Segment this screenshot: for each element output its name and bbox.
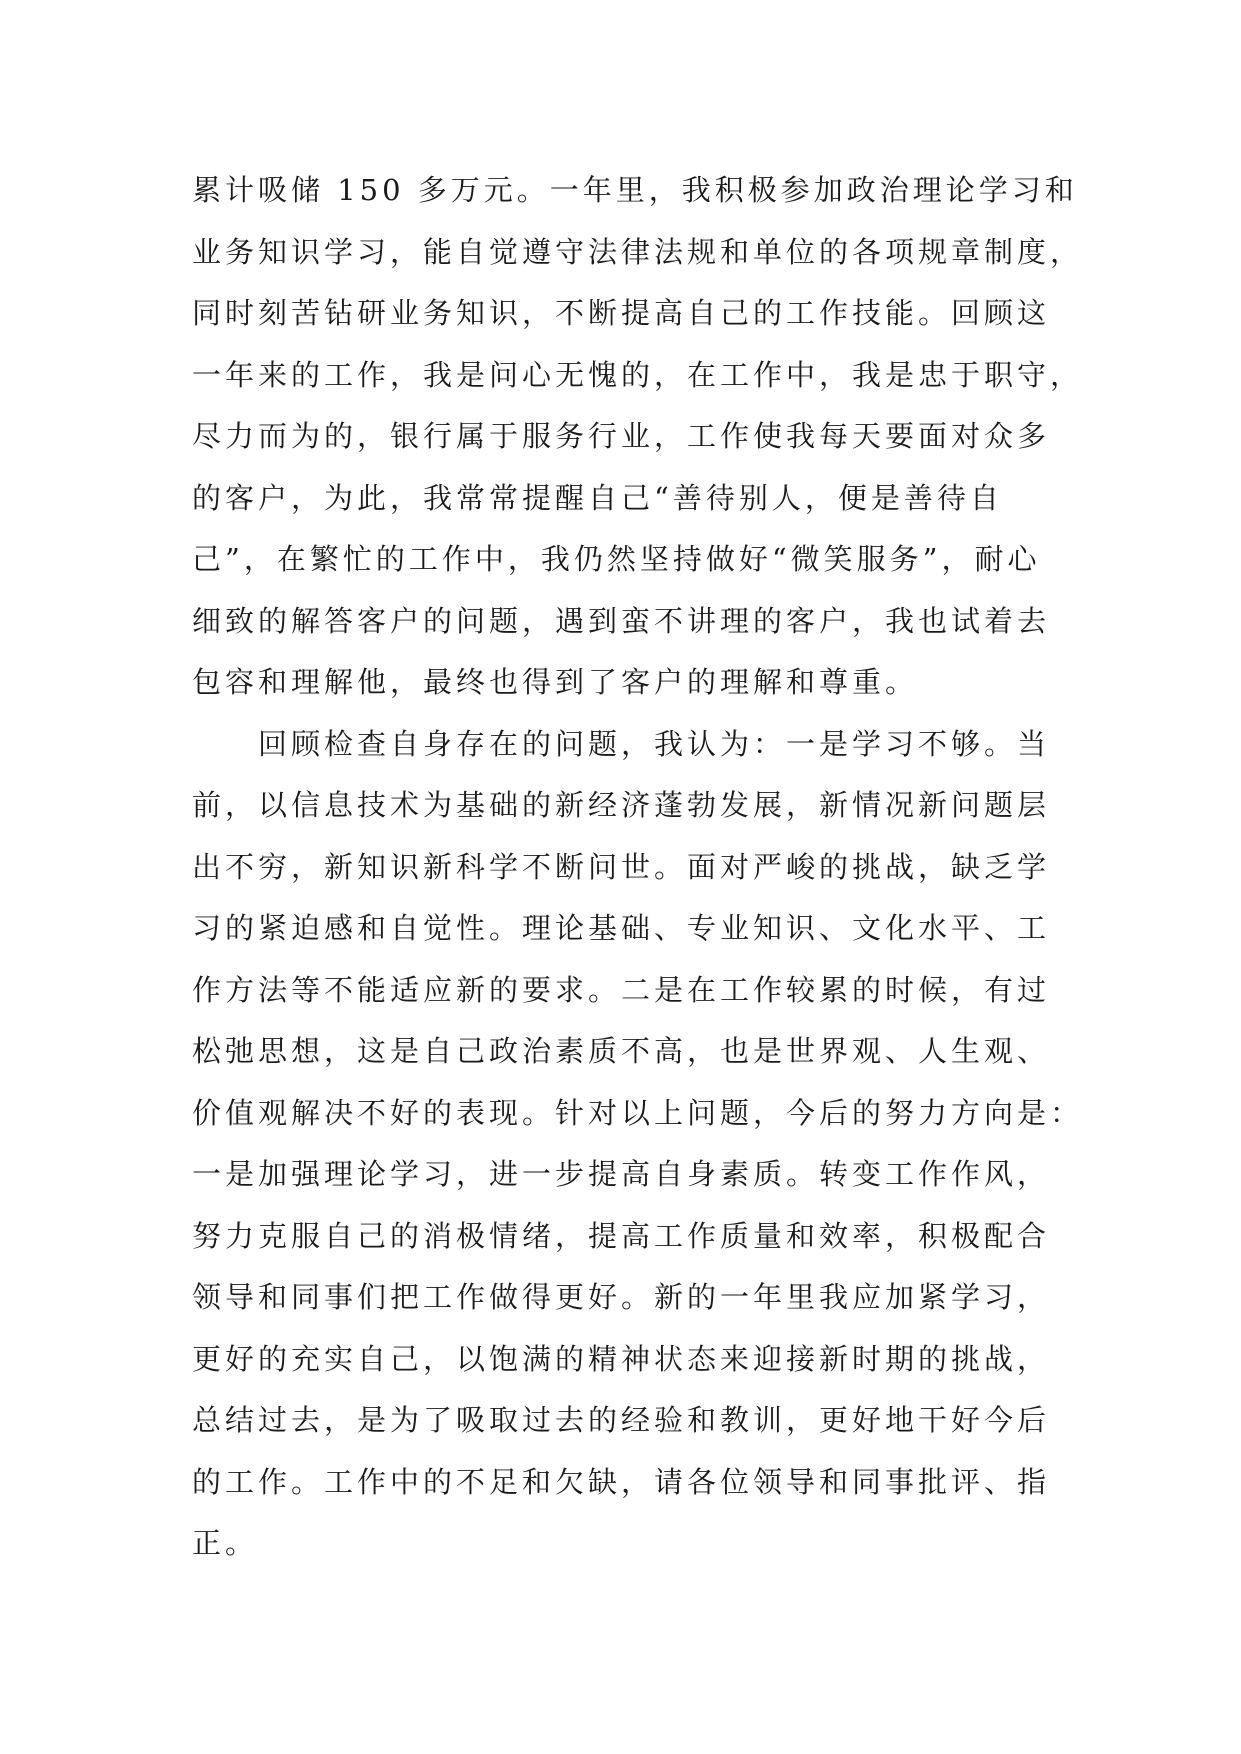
text-line: 出不穷，新知识新科学不断问世。面对严峻的挑战，缺乏学 (192, 849, 1051, 884)
text-line: 一年来的工作，我是问心无愧的，在工作中，我是忠于职守， (192, 357, 1084, 392)
text-line: 回顾检查自身存在的问题，我认为：一是学习不够。当 (192, 726, 1051, 761)
text-line: 总结过去，是为了吸取过去的经验和教训，更好地干好今后 (192, 1403, 1051, 1437)
text-line: 细致的解答客户的问题，遇到蛮不讲理的客户，我也试着去 (192, 603, 1051, 638)
text-line: 包容和理解他，最终也得到了客户的理解和尊重。 (192, 665, 919, 699)
text-line: 更好的充实自己，以饱满的精神状态来迎接新时期的挑战， (192, 1341, 1051, 1376)
body-text (192, 160, 1084, 1575)
text-line: 价值观解决不好的表现。针对以上问题，今后的努力方向是： (192, 1095, 1084, 1130)
text-line: 领导和同事们把工作做得更好。新的一年里我应加紧学习， (192, 1280, 1051, 1314)
text-line: 正。 (192, 1526, 259, 1560)
text-line: 的工作。工作中的不足和欠缺，请各位领导和同事批评、指 (192, 1464, 1051, 1499)
text-line: 松弛思想，这是自己政治素质不高，也是世界观、人生观、 (192, 1034, 1051, 1068)
text-line: 作方法等不能适应新的要求。二是在工作较累的时候，有过 (192, 972, 1051, 1007)
text-line: 前，以信息技术为基础的新经济蓬勃发展，新情况新问题层 (192, 788, 1051, 822)
text-line: 业务知识学习，能自觉遵守法律法规和单位的各项规章制度， (192, 234, 1084, 269)
text-line: 尽力而为的，银行属于服务行业，工作使我每天要面对众多 (192, 419, 1051, 453)
text-line: 累计吸储 150 多万元。一年里，我积极参加政治理论学习和 (192, 173, 1078, 207)
text-line: 习的紧迫感和自觉性。理论基础、专业知识、文化水平、工 (192, 911, 1051, 945)
text-line: 的客户，为此，我常常提醒自己“善待别人，便是善待自 (192, 480, 1003, 515)
text-line: 己”，在繁忙的工作中，我仍然坚持做好“微笑服务”，耐心 (192, 542, 1041, 576)
text-line: 一是加强理论学习，进一步提高自身素质。转变工作作风， (192, 1157, 1051, 1191)
text-line: 同时刻苦钻研业务知识，不断提高自己的工作技能。回顾这 (192, 296, 1051, 330)
text-line: 努力克服自己的消极情绪，提高工作质量和效率，积极配合 (192, 1218, 1051, 1253)
